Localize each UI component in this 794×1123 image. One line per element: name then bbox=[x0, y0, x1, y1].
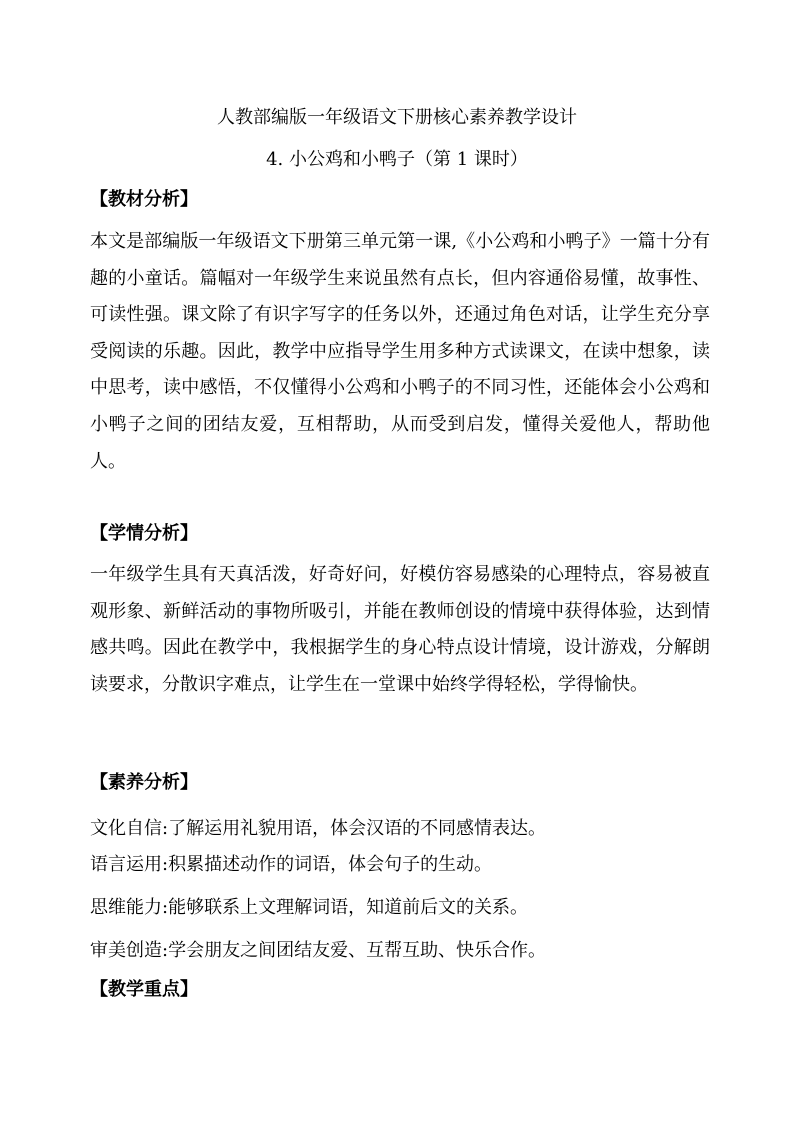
heading-teaching-focus: 【教学重点】 bbox=[90, 979, 198, 1000]
paragraph-student-analysis: 一年级学生具有天真活泼，好奇好问，好模仿容易感染的心理特点，容易被直观形象、新鲜活动的事物所吸引，并能在教师创设的情境中获得体验，达到情感共鸣。因此在教学中，我根据学生的身心特点设计情境，设计游戏，分解朗读要求，分散识字难点，让学生在一堂课中始终学得轻松，学得愉快。 bbox=[90, 564, 710, 695]
literacy-item-aesthetics: 审美创造:学会朋友之间团结友爱、互帮互助、快乐合作。 bbox=[90, 940, 547, 961]
heading-student-analysis: 【学情分析】 bbox=[90, 523, 198, 544]
literacy-item-thinking: 思维能力:能够联系上文理解词语，知道前后文的关系。 bbox=[90, 897, 529, 918]
literacy-item-language: 语言运用:积累描述动作的词语，体会句子的生动。 bbox=[90, 854, 493, 875]
lesson-subtitle: 4. 小公鸡和小鸭子（第 1 课时） bbox=[266, 149, 528, 170]
heading-literacy-analysis: 【素养分析】 bbox=[90, 772, 198, 793]
document-title: 人教部编版一年级语文下册核心素养教学设计 bbox=[217, 107, 577, 128]
literacy-item-culture: 文化自信:了解运用礼貌用语，体会汉语的不同感情表达。 bbox=[90, 818, 547, 839]
heading-textbook-analysis: 【教材分析】 bbox=[90, 189, 198, 210]
paragraph-textbook-analysis: 本文是部编版一年级语文下册第三单元第一课,《小公鸡和小鸭子》一篇十分有趣的小童话。篇幅对一年级学生来说虽然有点长，但内容通俗易懂，故事性、可读性强。课文除了有识字写字的任务以外，还通过角色对话，让学生充分享受阅读的乐趣。因此，教学中应指导学生用多种方式读课文，在读中想象，读中思考，读中感悟，不仅懂得小公鸡和小鸭子的不同习性，还能体会小公鸡和小鸭子之间的团结友爱，互相帮助，从而受到启发，懂得关爱他人，帮助他人。 bbox=[90, 231, 710, 472]
